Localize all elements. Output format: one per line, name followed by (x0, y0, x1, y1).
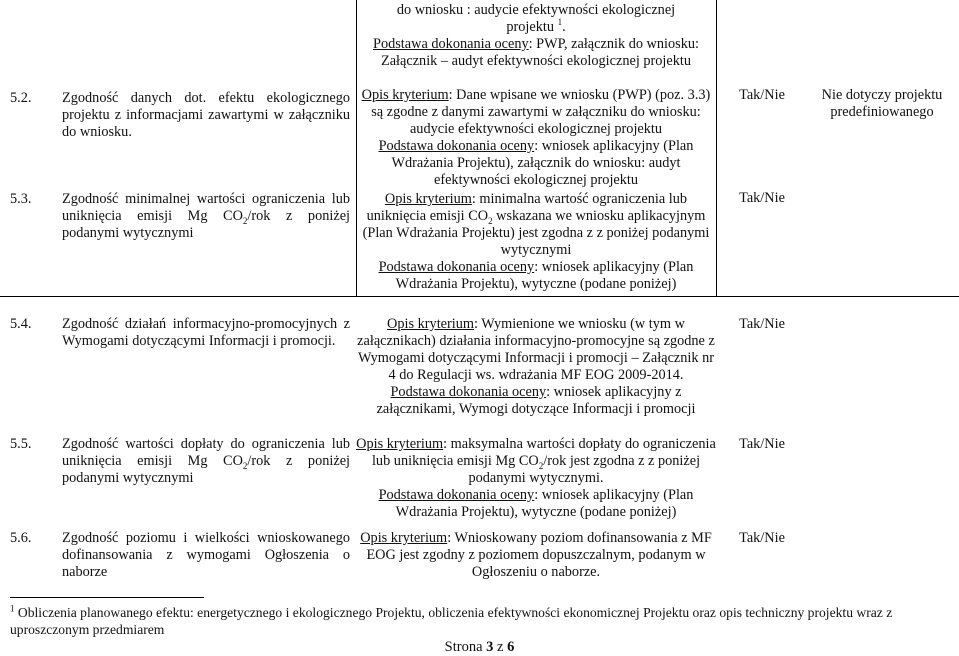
footnote-marker: 1 (10, 603, 15, 614)
description-5-4: Opis kryterium: Wymienione we wniosku (w tym w załącznikach) działania informacyjno-promocyjne są zgodne z Wymogami dotyczącymi Informacji i promocji – Załącznik nr 4 do Regulacji ws. wdrażania MF EOG 2009-2014. Podstawa dokonania oceny: wniosek aplikacyjny z załącznikami, Wymogi dotyczące Informacji i promocji (357, 316, 715, 417)
page-number: Strona 3 z 6 (444, 639, 515, 655)
row-number-5-3: 5.3. (10, 191, 32, 207)
opis-label: Opis kryterium (387, 316, 475, 332)
value-5-2: Tak/Nie (739, 87, 785, 103)
criterion-5-5: Zgodność wartości dopłaty do ograniczenia lub uniknięcia emisji Mg $CO_2$/rok z poniżej podanymi wytycznymi (62, 436, 351, 486)
basis-label: Podstawa dokonania oceny (378, 138, 535, 154)
description-5-5: Opis kryterium: maksymalna wartości dopłaty do ograniczenia lub uniknięcia emisji Mg $CO_2$/rok jest zgodna z z poniżej podanymi wytycznymi. Podstawa dokonania oceny: wniosek aplikacyjny (Plan Wdrażania Projektu), wytyczne (podane poniżej) (356, 436, 716, 520)
opis-label: Opis kryterium (356, 436, 444, 452)
criterion-5-3: Zgodność minimalnej wartości ograniczenia lub uniknięcia emisji Mg $CO_2$/rok z poniżej podanymi wytycznymi (62, 191, 351, 241)
footnote-separator (10, 597, 204, 598)
top-line-1: do wniosku : audycie efektywności ekologicznej (396, 2, 676, 18)
row-number-5-6: 5.6. (10, 530, 32, 546)
value-5-6: Tak/Nie (739, 530, 785, 546)
description-5-6: Opis kryterium: Wnioskowany poziom dofinansowania z MF EOG jest zgodny z poziomem dopuszczalnym, podanym w Ogłoszeniu o naborze. (360, 530, 712, 580)
description-5-2: Opis kryterium: Dane wpisane we wniosku (PWP) (poz. 3.3) są zgodne z danymi zawartymi w załączniku do wniosku: audycie efektywności ekologicznej projektu Podstawa dokonania oceny: wniosek aplikacyjny (Plan Wdrażania Projektu), załącznik do wniosku: audyt efektywności ekologicznej projektu (361, 87, 711, 188)
top-basis: Podstawa dokonania oceny: PWP, załącznik do wniosku: Załącznik – audyt efektywności ekologicznej projektu (373, 36, 699, 69)
row-number-5-4: 5.4. (10, 316, 32, 332)
criterion-5-4: Zgodność działań informacyjno-promocyjnych z Wymogami dotyczącymi Informacji i promocji. (62, 316, 350, 349)
opis-label: Opis kryterium (361, 87, 449, 103)
value-5-4: Tak/Nie (739, 316, 785, 332)
row-number-5-5: 5.5. (10, 436, 32, 452)
col-divider-2 (716, 0, 717, 296)
footnote-text: Obliczenia planowanego efektu: energetycznego i ekologicznego Projektu, obliczenia efektywności ekonomicznej Projektu oraz opis techniczny projektu wraz z uproszczonym przedmiarem (10, 605, 893, 637)
row-divider (0, 296, 959, 297)
note-5-2: Nie dotyczy projektu predefiniowanego (821, 87, 943, 120)
row-number-5-2: 5.2. (10, 90, 32, 106)
criterion-5-6: Zgodność poziomu i wielkości wnioskowanego dofinansowania z wymogami Ogłoszenia o naborze (62, 530, 350, 580)
top-continuation (356, 2, 716, 70)
value-5-5: Tak/Nie (739, 436, 785, 452)
value-5-3: Tak/Nie (739, 190, 785, 206)
opis-label: Opis kryterium (384, 191, 472, 207)
description-5-3: Opis kryterium: minimalna wartość ograniczenia lub uniknięcia emisji $CO_2$ wskazana we wniosku aplikacyjnym (Plan Wdrażania Projektu) jest zgodna z z poniżej podanymi wytycznymi Podstawa dokonania oceny: wniosek aplikacyjny (Plan Wdrażania Projektu), wytyczne (podane poniżej) (362, 191, 710, 292)
basis-label: Podstawa dokonania oceny (378, 487, 535, 503)
criterion-5-2: Zgodność danych dot. efektu ekologicznego projektu z informacjami zawartymi w załączniku do wniosku. (62, 90, 350, 140)
top-line-2: projektu $^1$. (506, 17, 566, 35)
opis-label: Opis kryterium (360, 530, 448, 546)
basis-label: Podstawa dokonania oceny (390, 384, 547, 400)
basis-label: Podstawa dokonania oceny (373, 36, 529, 52)
basis-label: Podstawa dokonania oceny (378, 259, 535, 275)
footnote-ref: 1 (557, 17, 563, 28)
footnote (10, 604, 950, 638)
